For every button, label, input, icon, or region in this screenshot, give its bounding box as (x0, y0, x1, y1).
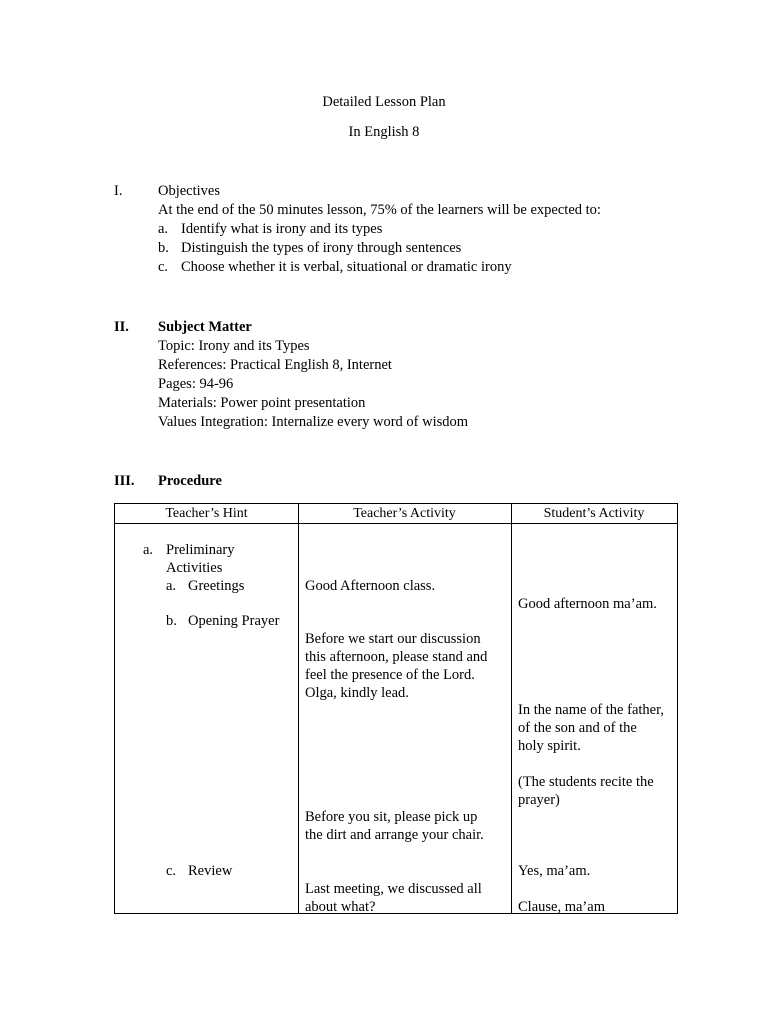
objective-item-text: Identify what is irony and its types (181, 221, 383, 237)
subject-matter-line: Pages: 94-96 (158, 376, 234, 392)
hint-sub-marker: c. (166, 863, 177, 879)
objectives-heading: Objectives (158, 183, 221, 199)
teacher-review-line: about what? (305, 899, 376, 915)
hint-main-marker: a. (143, 542, 154, 558)
header-row-divider (115, 523, 677, 524)
teacher-prayer-line: this afternoon, please stand and (305, 649, 488, 665)
student-yes: Yes, ma’am. (518, 863, 591, 879)
hint-sub-greetings: Greetings (188, 578, 245, 594)
hint-main-line: Preliminary (166, 542, 235, 558)
teacher-greeting: Good Afternoon class. (305, 578, 436, 594)
objective-item-marker: a. (158, 221, 169, 237)
hint-sub-opening-prayer: Opening Prayer (188, 613, 280, 629)
column-divider (511, 504, 512, 913)
subject-matter-heading: Subject Matter (158, 319, 252, 335)
teacher-prayer-line: feel the presence of the Lord. (305, 667, 475, 683)
teacher-prayer-line: Olga, kindly lead. (305, 685, 409, 701)
objective-item-marker: b. (158, 240, 169, 256)
column-header-teachers-hint: Teacher’s Hint (165, 506, 248, 521)
student-clause: Clause, ma’am (518, 899, 605, 915)
column-header-teachers-activity: Teacher’s Activity (353, 506, 456, 521)
subject-matter-numeral: II. (114, 319, 129, 335)
student-recite-line: (The students recite the (518, 774, 654, 790)
teacher-review-line: Last meeting, we discussed all (305, 881, 482, 897)
objective-item-marker: c. (158, 259, 169, 275)
column-divider (298, 504, 299, 913)
hint-sub-review: Review (188, 863, 233, 879)
student-greeting: Good afternoon ma’am. (518, 596, 657, 612)
objectives-numeral: I. (114, 183, 123, 199)
student-recite-line: prayer) (518, 792, 560, 808)
procedure-table (114, 503, 678, 914)
student-prayer-line: In the name of the father, (518, 702, 664, 718)
document-title: Detailed Lesson Plan (322, 94, 446, 110)
subject-matter-line: Materials: Power point presentation (158, 395, 366, 411)
column-header-students-activity: Student’s Activity (543, 506, 645, 521)
document-subtitle: In English 8 (348, 124, 420, 140)
objective-item-text: Distinguish the types of irony through sentences (181, 240, 462, 256)
hint-sub-marker: a. (166, 578, 177, 594)
teacher-sit-line: Before you sit, please pick up (305, 809, 478, 825)
student-prayer-line: holy spirit. (518, 738, 581, 754)
hint-main-line: Activities (166, 560, 223, 576)
teacher-sit-line: the dirt and arrange your chair. (305, 827, 484, 843)
hint-sub-marker: b. (166, 613, 177, 629)
objective-item-text: Choose whether it is verbal, situational or dramatic irony (181, 259, 512, 275)
subject-matter-line: References: Practical English 8, Internet (158, 357, 392, 373)
student-prayer-line: of the son and of the (518, 720, 637, 736)
subject-matter-line: Values Integration: Internalize every word of wisdom (158, 414, 469, 430)
teacher-prayer-line: Before we start our discussion (305, 631, 481, 647)
procedure-heading: Procedure (158, 473, 222, 489)
objectives-intro: At the end of the 50 minutes lesson, 75% of the learners will be expected to: (158, 202, 601, 218)
procedure-numeral: III. (114, 473, 135, 489)
subject-matter-line: Topic: Irony and its Types (158, 338, 310, 354)
